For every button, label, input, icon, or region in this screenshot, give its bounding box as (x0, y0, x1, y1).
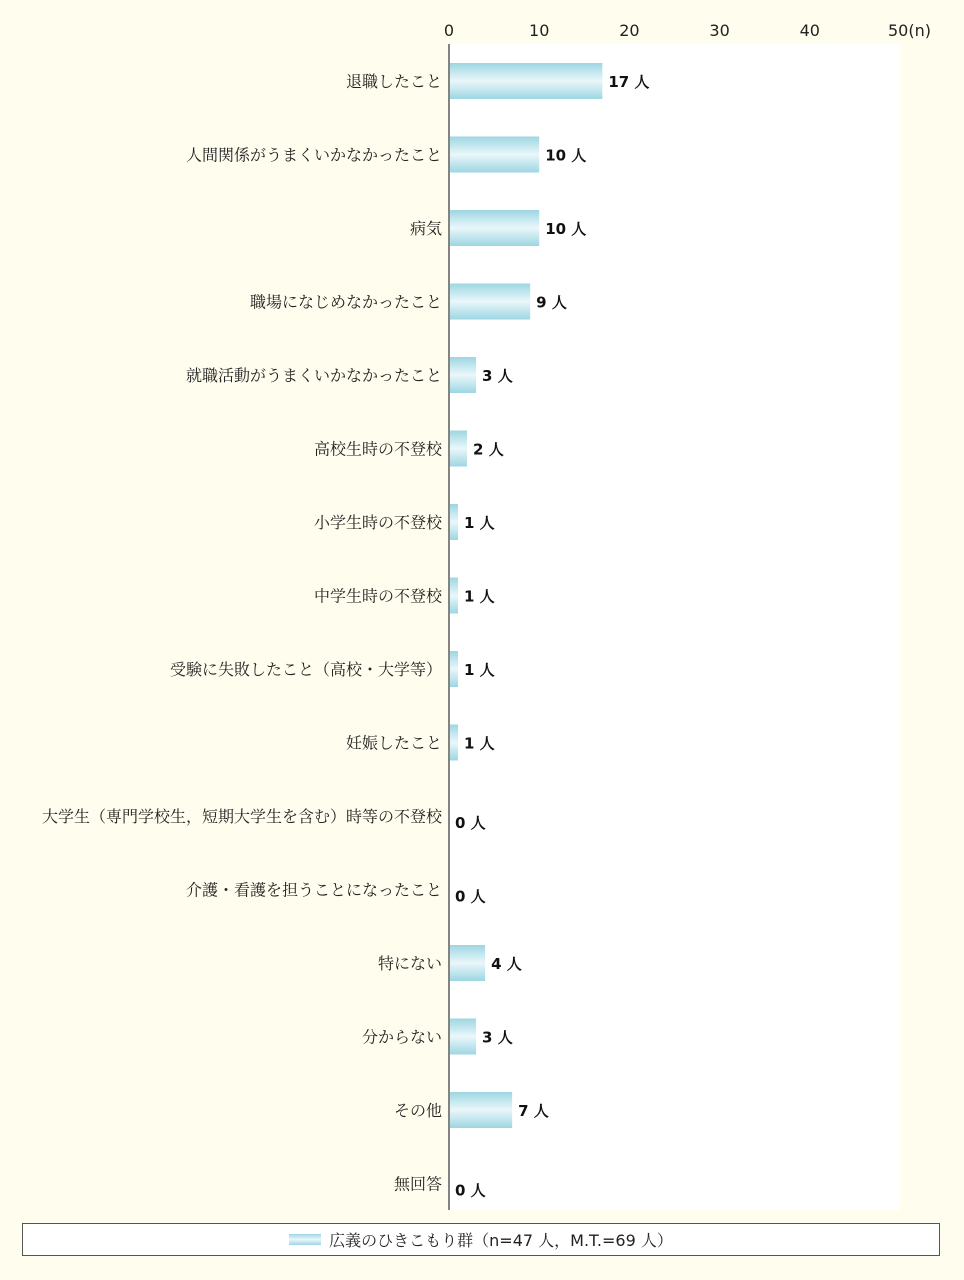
data-label: 10 人 (545, 220, 587, 238)
x-tick-label: 40 (799, 21, 820, 40)
data-label: 4 人 (491, 955, 522, 973)
x-tick-label: 20 (619, 21, 640, 40)
data-label: 1 人 (464, 661, 495, 679)
data-label: 2 人 (473, 440, 504, 459)
data-label: 3 人 (482, 1028, 513, 1047)
bar (450, 284, 530, 320)
category-label: 高校生時の不登校 (313, 439, 442, 459)
x-tick-label: 30 (709, 21, 730, 40)
bar (450, 725, 458, 761)
category-label: 中学生時の不登校 (313, 586, 442, 606)
category-label: 職場になじめなかったこと (249, 292, 442, 312)
category-label: その他 (393, 1101, 442, 1120)
category-label: 退職したこと (345, 72, 442, 91)
bar (450, 578, 458, 614)
x-tick-label: 10 (529, 21, 550, 40)
category-label: 介護・看護を担うことになったこと (185, 880, 442, 900)
category-label: 特にない (377, 954, 442, 973)
bar (450, 137, 539, 173)
x-tick-label: 50(n) (888, 21, 931, 40)
bar (450, 504, 458, 540)
bar (450, 945, 485, 981)
bar (450, 1092, 512, 1128)
category-label: 人間関係がうまくいかなかったこと (185, 145, 442, 165)
x-tick-label: 0 (443, 21, 455, 40)
legend-swatch (289, 1234, 321, 1245)
category-label: 病気 (409, 219, 442, 238)
data-label: 0 人 (455, 887, 486, 906)
category-label: 分からない (361, 1027, 442, 1047)
legend-label: 広義のひきこもり群（n=47 人，M.T.=69 人） (329, 1231, 673, 1250)
bar (450, 651, 458, 687)
data-label: 10 人 (545, 146, 587, 165)
category-label: 受験に失敗したこと（高校・大学等） (169, 660, 442, 679)
category-label: 就職活動がうまくいかなかったこと (185, 366, 442, 385)
bar (450, 431, 467, 467)
category-label: 無回答 (393, 1174, 442, 1194)
data-label: 3 人 (482, 367, 513, 385)
bar (450, 357, 476, 393)
legend (22, 1223, 940, 1256)
bar (450, 63, 602, 99)
data-label: 17 人 (608, 73, 650, 91)
data-label: 1 人 (464, 587, 495, 606)
category-label: 小学生時の不登校 (313, 513, 442, 532)
category-label: 妊娠したこと (345, 733, 442, 753)
data-label: 7 人 (518, 1102, 549, 1120)
bar (450, 210, 539, 246)
data-label: 9 人 (536, 293, 567, 312)
data-label: 1 人 (464, 734, 495, 753)
data-label: 0 人 (455, 1181, 486, 1200)
bar (450, 1019, 476, 1055)
data-label: 1 人 (464, 514, 495, 532)
category-label: 大学生（専門学校生，短期大学生を含む）時等の不登校 (41, 807, 442, 826)
data-label: 0 人 (455, 814, 486, 832)
